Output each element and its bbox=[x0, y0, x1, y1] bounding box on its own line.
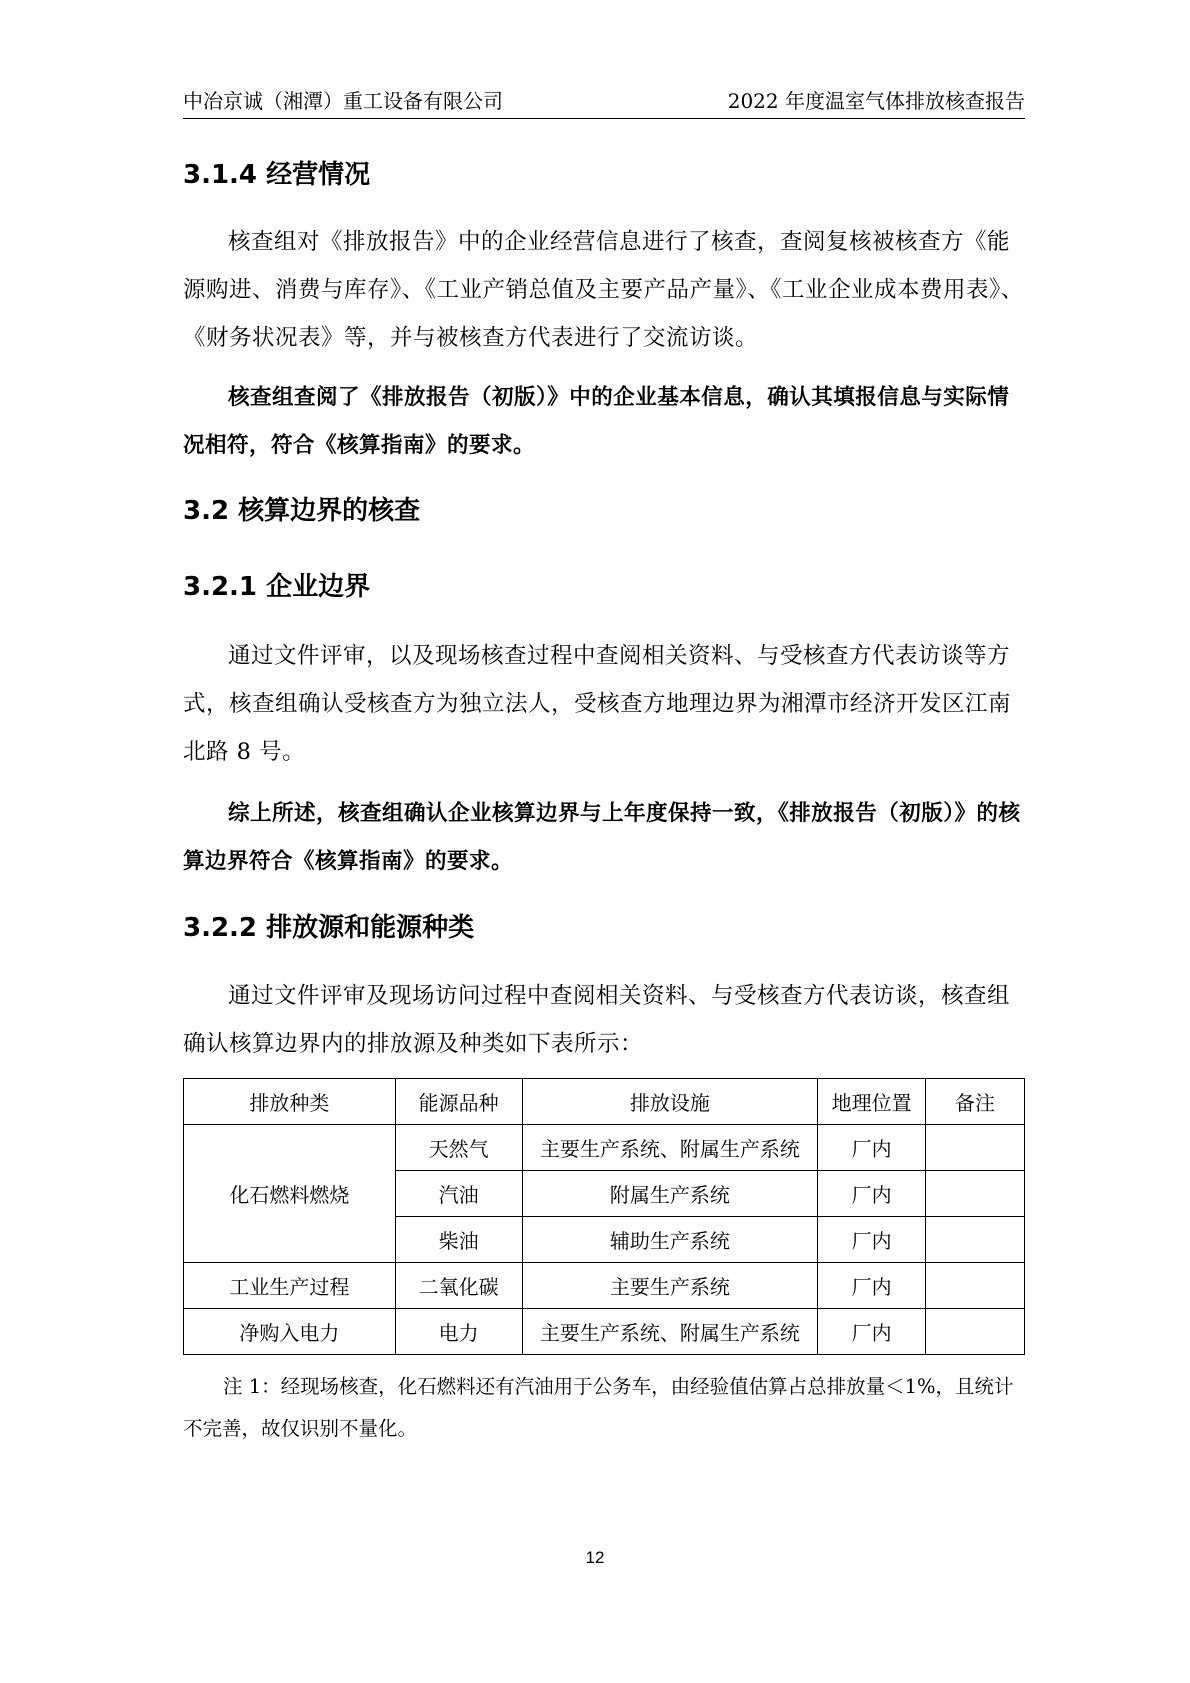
note-cell bbox=[926, 1309, 1025, 1355]
table-row bbox=[184, 1309, 1025, 1355]
facility-cell: 主要生产系统、附属生产系统 bbox=[522, 1125, 818, 1171]
header-report-title: 2022 年度温室气体排放核查报告 bbox=[727, 89, 1025, 113]
table-row bbox=[184, 1263, 1025, 1309]
energy-type-cell: 二氧化碳 bbox=[395, 1263, 522, 1309]
emission-type-cell: 工业生产过程 bbox=[184, 1263, 396, 1309]
paragraph-boundary-conclusion: 综上所述，核查组确认企业核算边界与上年度保持一致，《排放报告（初版）》的核算边界符合《核算指南》的要求。 bbox=[183, 801, 1021, 874]
heading-3-2-1: 3.2.1 企业边界 bbox=[183, 572, 371, 602]
table-header-row bbox=[184, 1079, 1025, 1125]
table-footnote: 注 1：经现场核查，化石燃料还有汽油用于公务车，由经验值估算占总排放量＜1%，且统计不完善，故仅识别不量化。 bbox=[183, 1375, 1014, 1440]
energy-type-cell: 天然气 bbox=[395, 1125, 522, 1171]
page-header bbox=[183, 88, 1025, 119]
paragraph-operations-review: 核查组对《排放报告》中的企业经营信息进行了核查，查阅复核被核查方《能源购进、消费与库存》、《工业产销总值及主要产品产量》、《工业企业成本费用表》、《财务状况表》等，并与被核查方代表进行了交流访谈。 bbox=[183, 229, 1024, 351]
paragraph-operations-conclusion: 核查组查阅了《排放报告（初版）》中的企业基本信息，确认其填报信息与实际情况相符，符合《核算指南》的要求。 bbox=[183, 385, 1010, 458]
facility-cell: 主要生产系统、附属生产系统 bbox=[522, 1309, 818, 1355]
table-header-cell: 排放设施 bbox=[522, 1079, 818, 1125]
paragraph-emission-sources-intro: 通过文件评审及现场访问过程中查阅相关资料、与受核查方代表访谈，核查组确认核算边界内的排放源及种类如下表所示： bbox=[183, 983, 1011, 1057]
energy-type-cell: 汽油 bbox=[395, 1171, 522, 1217]
location-cell: 厂内 bbox=[818, 1263, 926, 1309]
table-header-cell: 地理位置 bbox=[818, 1079, 926, 1125]
paragraph-boundary-review: 通过文件评审，以及现场核查过程中查阅相关资料、与受核查方代表访谈等方式，核查组确认受核查方为独立法人，受核查方地理边界为湘潭市经济开发区江南北路 8 号。 bbox=[183, 643, 1012, 765]
note-cell bbox=[926, 1171, 1025, 1217]
emission-type-cell: 净购入电力 bbox=[184, 1309, 396, 1355]
facility-cell: 辅助生产系统 bbox=[522, 1217, 818, 1263]
facility-cell: 主要生产系统 bbox=[522, 1263, 818, 1309]
note-cell bbox=[926, 1263, 1025, 1309]
table-header-cell: 排放种类 bbox=[184, 1079, 396, 1125]
heading-3-2: 3.2 核算边界的核查 bbox=[183, 496, 421, 526]
location-cell: 厂内 bbox=[818, 1217, 926, 1263]
energy-type-cell: 电力 bbox=[395, 1309, 522, 1355]
location-cell: 厂内 bbox=[818, 1125, 926, 1171]
location-cell: 厂内 bbox=[818, 1309, 926, 1355]
energy-type-cell: 柴油 bbox=[395, 1217, 522, 1263]
table-header-cell: 能源品种 bbox=[395, 1079, 522, 1125]
heading-3-2-2: 3.2.2 排放源和能源种类 bbox=[183, 913, 475, 943]
location-cell: 厂内 bbox=[818, 1171, 926, 1217]
note-cell bbox=[926, 1217, 1025, 1263]
page-number: 12 bbox=[585, 1548, 605, 1567]
note-cell bbox=[926, 1125, 1025, 1171]
header-company: 中冶京诚（湘潭）重工设备有限公司 bbox=[183, 89, 503, 113]
table-row bbox=[184, 1125, 1025, 1171]
emission-type-cell: 化石燃料燃烧 bbox=[184, 1125, 396, 1263]
facility-cell: 附属生产系统 bbox=[522, 1171, 818, 1217]
table-header-cell: 备注 bbox=[926, 1079, 1025, 1125]
heading-3-1-4: 3.1.4 经营情况 bbox=[183, 160, 371, 190]
emission-sources-table bbox=[183, 1078, 1025, 1355]
